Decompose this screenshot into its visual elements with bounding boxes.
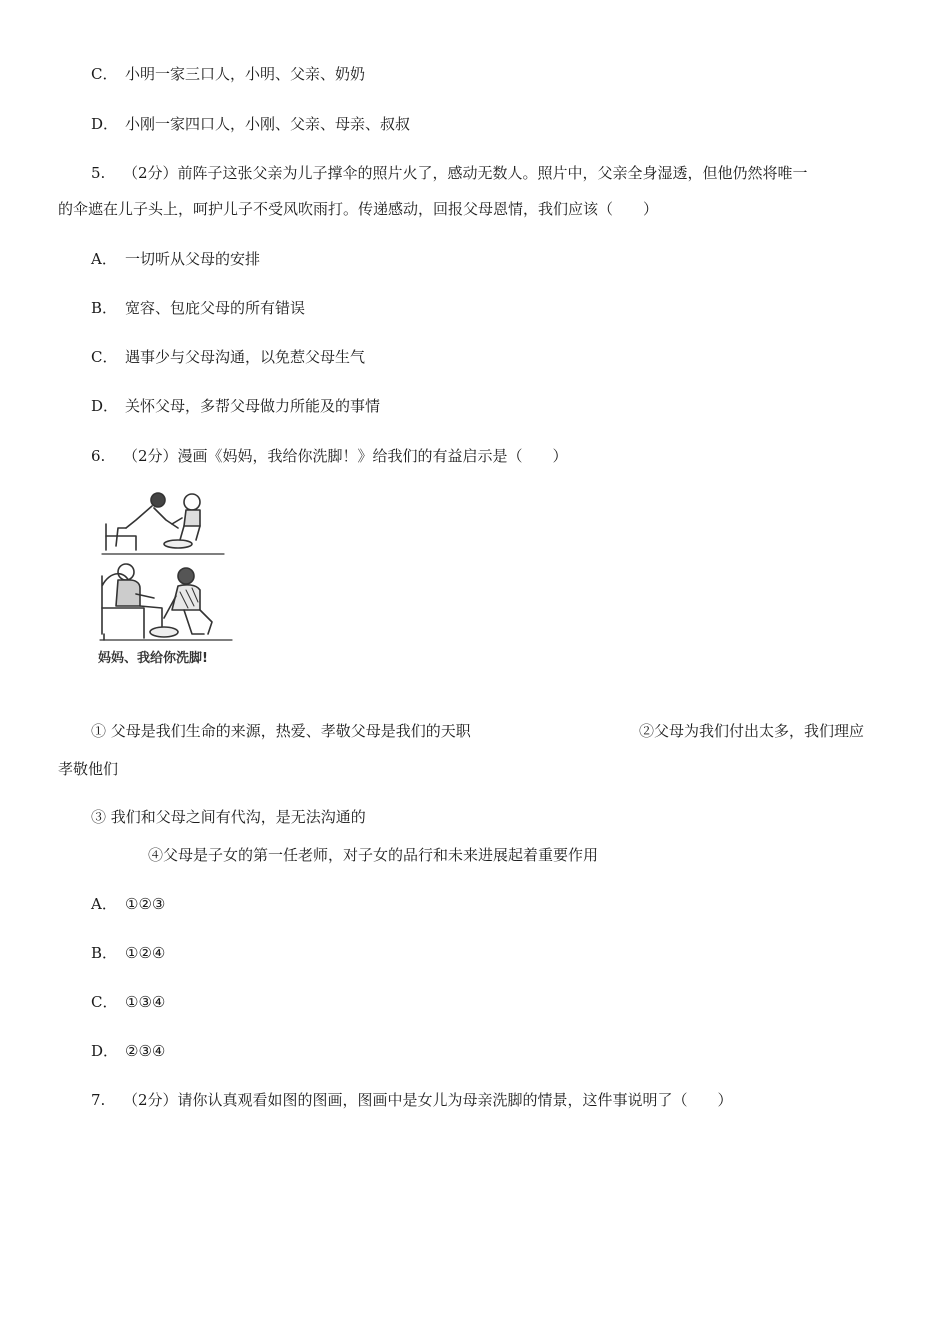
option-text: ①②④	[125, 944, 166, 962]
question-number: 7.	[91, 1091, 106, 1109]
q4-option-d	[91, 114, 410, 134]
option-letter: A．	[91, 895, 117, 913]
q7-stem	[91, 1090, 733, 1110]
q4-option-c	[91, 64, 365, 84]
q6-statement-2-part1: ②父母为我们付出太多，我们理应	[639, 722, 865, 740]
q6-option-d	[91, 1041, 165, 1061]
option-text: 小明一家三口人，小明、父亲、奶奶	[125, 65, 366, 83]
option-text: 宽容、包庇父母的所有错误	[125, 299, 306, 317]
q6-option-a	[91, 894, 165, 914]
q5-stem-line1	[91, 163, 808, 183]
cartoon-drawing	[96, 488, 246, 672]
option-letter: B．	[91, 944, 118, 962]
q5-option-b	[91, 298, 305, 318]
q6-statement-4: ④父母是子女的第一任老师，对子女的品行和未来进展起着重要作用	[148, 846, 599, 864]
question-stem: （2分）请你认真观看如图的图画，图画中是女儿为母亲洗脚的情景，这件事说明了（ ）	[123, 1091, 733, 1109]
option-text: ①②③	[125, 895, 166, 913]
option-letter: D．	[91, 1042, 119, 1060]
question-number: 6.	[91, 447, 106, 465]
option-text: ②③④	[125, 1042, 166, 1060]
question-stem: （2分）漫画《妈妈，我给你洗脚！》给我们的有益启示是（ ）	[123, 447, 568, 465]
option-letter: C．	[91, 993, 118, 1011]
q6-statement-1: ① 父母是我们生命的来源，热爱、孝敬父母是我们的天职	[91, 722, 471, 740]
option-text: 一切听从父母的安排	[125, 250, 261, 268]
q6-option-c	[91, 992, 165, 1012]
option-text: 遇事少与父母沟通，以免惹父母生气	[125, 348, 366, 366]
q5-option-c	[91, 347, 365, 367]
option-letter: D．	[91, 397, 119, 415]
cartoon-caption: 妈妈、我给你洗脚!	[98, 651, 208, 666]
option-text: 关怀父母，多帮父母做力所能及的事情	[125, 397, 381, 415]
q6-option-b	[91, 943, 165, 963]
q6-stem	[91, 446, 568, 466]
q5-option-d	[91, 396, 380, 416]
option-letter: D．	[91, 115, 119, 133]
option-text: 小刚一家四口人，小刚、父亲、母亲、叔叔	[125, 115, 411, 133]
q5-stem-line2: 的伞遮在儿子头上，呵护儿子不受风吹雨打。传递感动，回报父母恩情，我们应该（ ）	[58, 200, 659, 218]
option-letter: B．	[91, 299, 118, 317]
option-letter: A．	[91, 250, 117, 268]
option-letter: C．	[91, 348, 118, 366]
q6-statement-2-part2: 孝敬他们	[58, 760, 119, 778]
q5-option-a	[91, 249, 260, 269]
question-number: 5.	[91, 164, 106, 182]
option-text: ①③④	[125, 993, 166, 1011]
cartoon-illustration	[96, 488, 246, 672]
option-letter: C．	[91, 65, 118, 83]
question-stem: （2分）前阵子这张父亲为儿子撑伞的照片火了，感动无数人。照片中，父亲全身湿透，但他仍然将唯一	[123, 164, 808, 182]
q6-statement-3: ③ 我们和父母之间有代沟，是无法沟通的	[91, 808, 366, 826]
